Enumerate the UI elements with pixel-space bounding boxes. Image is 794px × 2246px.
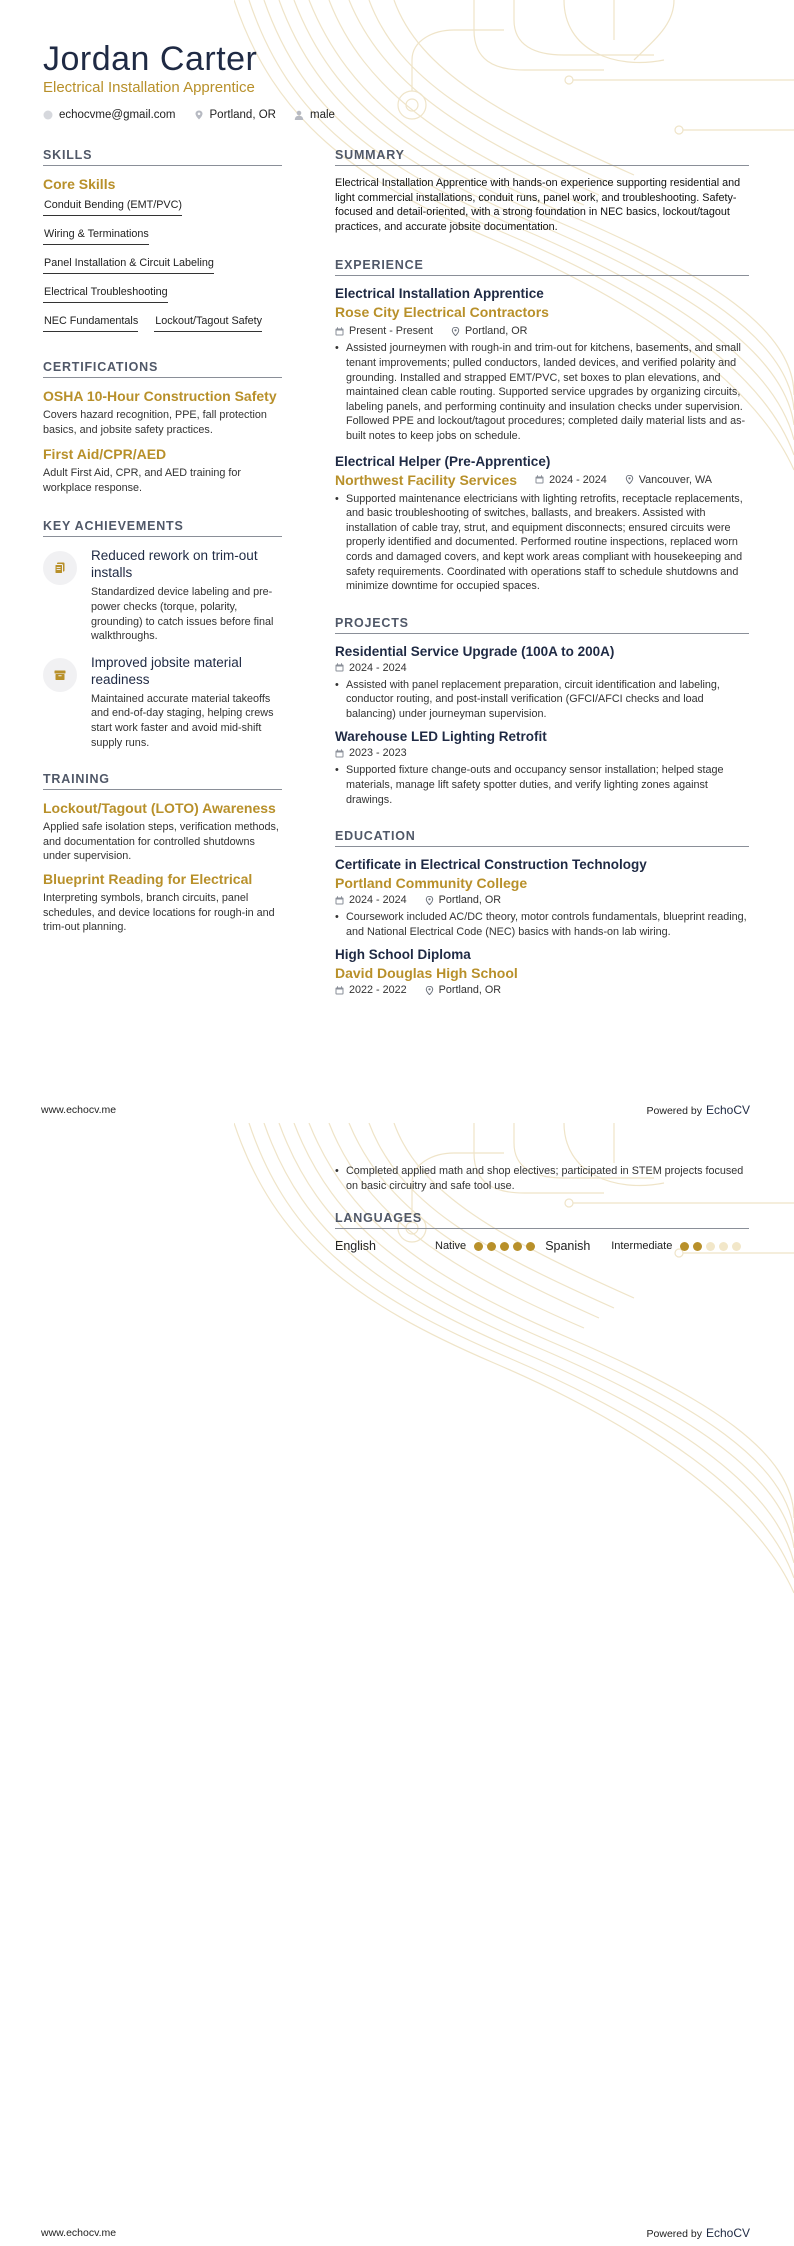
experience-dates [535, 474, 607, 486]
contact-row [43, 109, 335, 121]
project-bullet-text: Assisted with panel replacement preparation, circuit identification and labeling, conductor routing, and post-install verification (GFCI/AFCI checks and load balancing) under journeyman supervision. [346, 678, 720, 720]
powered-prefix: Powered by [646, 2228, 702, 2240]
achievements-section [43, 519, 282, 750]
achievement-icon-wrap [43, 658, 77, 692]
languages-section [335, 1211, 749, 1253]
skills-heading: SKILLS [43, 148, 282, 166]
summary-text: Electrical Installation Apprentice with hands-on experience supporting residential and light commercial installations, conduit runs, panel work, and troubleshooting. Safety-focused and detail-oriented, with a strong foundation in NEC basics, lockout/tagout practices, and accurate jobsite documentation. [335, 177, 741, 233]
education-dates [335, 894, 407, 906]
certification-desc: Adult First Aid, CPR, and AED training for workplace response. [43, 467, 242, 494]
achievement-body [91, 654, 282, 750]
experience-role: Electrical Installation Apprentice [335, 286, 544, 302]
project-dates-text: 2023 - 2023 [349, 747, 407, 760]
language-name: Spanish [545, 1239, 591, 1254]
bullet-dot [335, 341, 339, 443]
language-level: Intermediate [611, 1240, 673, 1253]
achievement-desc: Maintained accurate material takeoffs and end-of-day staging, helping crews start work faster and avoid mid-shift supply runs. [91, 692, 274, 749]
experience-company: Northwest Facility Services [335, 471, 518, 488]
contact-gender-text: male [309, 109, 335, 121]
bullet-dot [335, 1164, 339, 1193]
skill-list-row [43, 284, 282, 313]
summary-heading: SUMMARY [335, 148, 749, 166]
project-meta [335, 662, 749, 674]
project-meta [335, 747, 749, 759]
experience-heading: EXPERIENCE [335, 258, 749, 276]
education-school: Portland Community College [335, 875, 528, 892]
contact-gender [294, 109, 335, 121]
language-rating [474, 1242, 535, 1251]
experience-dates [335, 325, 433, 337]
footer-site-link[interactable]: www.echocv.me [41, 1104, 117, 1116]
languages-row [335, 1239, 749, 1253]
location-pin-icon [425, 896, 434, 905]
project-dates [335, 747, 407, 759]
rating-dot-filled [474, 1242, 483, 1251]
achievement-item [43, 654, 282, 750]
achievement-body [91, 547, 282, 643]
summary-section [335, 148, 749, 234]
contact-email[interactable] [43, 109, 176, 121]
education-heading: EDUCATION [335, 829, 749, 847]
education-item [335, 857, 749, 939]
left-column [43, 148, 282, 935]
certifications-section [43, 360, 282, 495]
right-column [335, 148, 749, 996]
training-heading: TRAINING [43, 772, 282, 790]
project-dates [335, 662, 407, 674]
experience-meta [335, 325, 749, 337]
education-degree: High School Diploma [335, 947, 471, 963]
skills-group-title: Core Skills [43, 176, 116, 192]
language-name: English [335, 1239, 376, 1254]
project-name: Warehouse LED Lighting Retrofit [335, 729, 547, 745]
experience-bullet [335, 492, 749, 594]
skill-list-row [43, 226, 282, 255]
achievements-heading: KEY ACHIEVEMENTS [43, 519, 282, 537]
experience-meta [335, 472, 749, 488]
experience-section [335, 258, 749, 593]
education-bullet [335, 1164, 749, 1193]
education-bullet-text: Coursework included AC/DC theory, motor controls fundamentals, blueprint reading, and National Electrical Code (NEC) basics with hands-on lab wiring. [346, 911, 747, 938]
education-bullet-text: Completed applied math and shop electives; participated in STEM projects focused on basic circuitry and safe tool use. [346, 1165, 744, 1192]
project-bullet [335, 678, 749, 722]
rating-dot-filled [487, 1242, 496, 1251]
certification-name: First Aid/CPR/AED [43, 446, 167, 463]
skill-list-row [43, 313, 282, 342]
page-footer [41, 2226, 750, 2240]
footer-site-link[interactable]: www.echocv.me [41, 2227, 117, 2239]
education-section [335, 829, 749, 996]
projects-section [335, 616, 749, 808]
language-level: Native [435, 1240, 467, 1253]
contact-location-text: Portland, OR [209, 109, 276, 121]
achievement-desc: Standardized device labeling and pre-power checks (torque, polarity, grounding) to catch issues before final walkthroughs. [91, 586, 274, 643]
training-desc: Interpreting symbols, branch circuits, panel schedules, and device locations for rough-in and trim-out planning. [43, 891, 275, 934]
right-column-continued [335, 1164, 749, 1253]
rating-dot-filled [526, 1242, 535, 1251]
education-meta [335, 984, 749, 996]
achievement-title: Reduced rework on trim-out installs [91, 548, 258, 581]
location-pin-icon [425, 986, 434, 995]
rating-dot-empty [732, 1242, 741, 1251]
projects-heading: PROJECTS [335, 616, 749, 634]
candidate-name: Jordan Carter [43, 40, 258, 78]
candidate-headline: Electrical Installation Apprentice [43, 79, 255, 96]
skill-tag: Panel Installation & Circuit Labeling [43, 255, 214, 274]
achievement-item [43, 547, 282, 643]
documents-icon [53, 561, 67, 575]
project-bullet-text: Supported fixture change-outs and occupancy sensor installation; helped stage materials, manage lift safety spotter duties, and verify lighting zones against drawings. [346, 764, 724, 806]
project-item [335, 729, 749, 807]
rating-dot-filled [680, 1242, 689, 1251]
skill-tag: Wiring & Terminations [43, 226, 149, 245]
powered-by [647, 1103, 750, 1117]
project-dates-text: 2024 - 2024 [349, 661, 407, 674]
experience-dates-text: 2024 - 2024 [549, 473, 607, 486]
education-school: David Douglas High School [335, 965, 518, 982]
education-dates-text: 2024 - 2024 [349, 894, 407, 907]
certifications-heading: CERTIFICATIONS [43, 360, 282, 378]
certification-name: OSHA 10-Hour Construction Safety [43, 388, 277, 404]
education-location-text: Portland, OR [438, 894, 502, 907]
training-name: Lockout/Tagout (LOTO) Awareness [43, 800, 276, 817]
skill-tag: Electrical Troubleshooting [43, 284, 168, 303]
experience-role: Electrical Helper (Pre-Apprentice) [335, 453, 551, 469]
education-location [425, 894, 501, 906]
skill-list-row [43, 255, 282, 284]
rating-dot-filled [500, 1242, 509, 1251]
email-icon [43, 110, 53, 120]
experience-bullet-text: Supported maintenance electricians with lighting retrofits, receptacle replacements, and basic troubleshooting of switches, ballasts, and breakers. Assisted with installation of cable tray, strut, and equipment disconnects; ensured circuits were properly identified and documented. Performed routine inspections, replaced worn cords and damaged covers, and kept work areas compliant with housekeeping and safety requirements. Coordinated with operations staff to schedule shutdowns and minimize downtime for occupied spaces. [346, 492, 743, 593]
skill-tag: Conduit Bending (EMT/PVC) [43, 197, 182, 216]
education-bullet [335, 910, 749, 939]
experience-item [335, 286, 749, 443]
skill-list [43, 197, 282, 226]
experience-item [335, 454, 749, 594]
bullet-dot [335, 763, 339, 807]
powered-by [647, 2226, 750, 2240]
languages-heading: LANGUAGES [335, 1211, 749, 1229]
bullet-dot [335, 678, 339, 722]
calendar-icon [335, 986, 344, 995]
calendar-icon [335, 749, 344, 758]
experience-location-text: Portland, OR [465, 325, 528, 338]
contact-email-text: echocvme@gmail.com [59, 109, 176, 121]
experience-dates-text: Present - Present [349, 325, 434, 338]
rating-dot-filled [513, 1242, 522, 1251]
project-item [335, 644, 749, 722]
skills-section [43, 148, 282, 342]
powered-brand[interactable]: EchoCV [705, 2226, 750, 2240]
skill-tag: NEC Fundamentals [43, 313, 138, 332]
rating-dot-empty [706, 1242, 715, 1251]
contact-location [194, 109, 276, 121]
education-degree: Certificate in Electrical Construction Technology [335, 857, 647, 873]
location-pin-icon [194, 110, 204, 120]
achievement-title: Improved jobsite material readiness [91, 654, 242, 687]
training-name: Blueprint Reading for Electrical [43, 870, 253, 887]
project-name: Residential Service Upgrade (100A to 200A) [335, 643, 615, 659]
page-footer [41, 1103, 750, 1117]
archive-box-icon [53, 668, 67, 682]
language-rating [680, 1242, 741, 1251]
skill-tag: Lockout/Tagout Safety [154, 313, 262, 332]
resume-page-2 [0, 1123, 794, 2246]
calendar-icon [335, 896, 344, 905]
location-pin-icon [451, 327, 460, 336]
achievement-icon-wrap [43, 551, 77, 585]
person-icon [294, 110, 304, 120]
education-dates-text: 2022 - 2022 [349, 984, 407, 997]
bullet-dot [335, 910, 339, 939]
certification-desc: Covers hazard recognition, PPE, fall protection basics, and jobsite safety practices. [43, 409, 267, 436]
experience-bullet-text: Assisted journeymen with rough-in and trim-out for kitchens, basements, and small tenant improvements; pulled conductors, landed devices, and verified polarity and grounding. Installed and strapped EMT/PVC, set boxes to plan elevations, and maintained clean cable routing. Supported service upgrades by organizing circuits, labeling panels, and performing continuity and insulation checks under supervision. Followed PPE and lockout/tagout procedures; completed daily material lists and as-built notes to keep jobs on schedule. [346, 342, 746, 442]
bullet-dot [335, 492, 339, 594]
project-bullet [335, 763, 749, 807]
experience-location [625, 474, 712, 486]
education-location-text: Portland, OR [438, 984, 502, 997]
powered-prefix: Powered by [646, 1105, 702, 1117]
experience-location-text: Vancouver, WA [638, 473, 712, 486]
calendar-icon [335, 327, 344, 336]
rating-dot-empty [719, 1242, 728, 1251]
experience-location [451, 325, 527, 337]
education-location [425, 984, 501, 996]
calendar-icon [535, 475, 544, 484]
powered-brand[interactable]: EchoCV [705, 1103, 750, 1117]
education-meta [335, 894, 749, 906]
experience-bullet [335, 341, 749, 443]
location-pin-icon [625, 475, 634, 484]
experience-company: Rose City Electrical Contractors [335, 304, 549, 321]
training-section [43, 772, 282, 935]
rating-dot-filled [693, 1242, 702, 1251]
education-item [335, 947, 749, 996]
calendar-icon [335, 663, 344, 672]
education-dates [335, 984, 407, 996]
training-desc: Applied safe isolation steps, verification methods, and documentation for controlled shutdowns under supervision. [43, 821, 279, 863]
